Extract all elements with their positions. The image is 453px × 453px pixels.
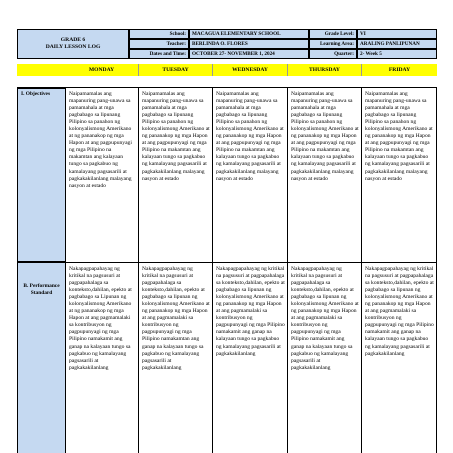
cell-performance-wednesday: Nakapagpapahayag ng kritikal na pagsusuri at pagpapahalaga sa konteksto,dahilan, epekto at pagbabago sa lipunan ng kolonyalismong Amerikano at ng pananakop ng mga Hapon at ang pagmamalaki sa kontribusyon ng pagpupunyagi ng mga Pilipino namakamit ang ganap na kalayaan tungo sa pagkabuo ng kamalayang pagsasarili at pagkakakilanlang	[213, 263, 288, 453]
row-performance-standard	[17, 263, 437, 453]
day-friday: FRIDAY	[388, 67, 411, 73]
cell-performance-monday: Nakapagpapahayag ng kritikal na pagsusuri at pagpapahalaga sa konteksto,dahilan, epekto at pagbabago sa Lipunan ng kolonyalismong Amerikano at ng pananakop ng mga Hapon at ang pagmamalaki sa kontribusyon ng pagpupunyagi ng mga Pilipino namakamit ang ganap na kalayaan tungo sa pagkabuo ng kamalayang pagsasarili at pagkakakilanlang	[65, 263, 139, 453]
cell-objectives-thursday: Naipamamalas ang mapanuring pang-unawa sa pamamahala at mga pagbabago sa lipunang Pilipino sa panahon ng kolonyalismong Amerikano at ng pananakop ng mga Hapon at ang pagpupunyagi ng mga Pilipino na makamtan ang kalayaan tungo sa pagkabuo ng kamalayang pagsasarili at pagkakakilanlang malayang nasyon at estado	[288, 88, 362, 262]
day-monday: MONDAY	[65, 64, 139, 76]
row-label-cell	[17, 263, 65, 453]
teacher-value: BERLINDA O. FLORES	[189, 39, 309, 49]
day-wednesday: WEDNESDAY	[213, 64, 288, 76]
day-tuesday: TUESDAY	[139, 64, 213, 76]
lesson-log-header	[17, 29, 437, 59]
cell-objectives-tuesday: Naipamamalas ang mapanuring pang-unawa sa pamamahala at mga pagbabago sa lipunang Pilipino sa panahon ng kolonyalismong Amerikano at ng pananakop ng mga Hapon at ang pagpupunyagi ng mga Pilipino na makamtan ang kalayaan tungo sa pagkabuo ng kamalayang pagsasarili at pagkakakilanlang malayang nasyon at estado	[139, 88, 213, 262]
day-thursday: THURSDAY	[288, 64, 362, 76]
row-label-cell	[17, 88, 65, 262]
dates-label: Dates and Time:	[129, 49, 189, 59]
info-row-dates	[129, 49, 437, 59]
cell-objectives-friday: Naipamamalas ang mapanuring pang-unawa sa pamamahala at mga pagbabago sa lipunang Pilipino sa panahon ng kolonyalismong Amerikano at ng pananakop ng mga Hapon at ang pagpupunyagi ng mga Pilipino na makamtan ang kalayaan tungo sa pagkabuo ng kamalayang pagsasarili at pagkakakilanlang malayang nasyon at estado	[362, 88, 437, 262]
info-row-teacher	[129, 39, 437, 49]
row-objectives	[17, 87, 437, 263]
log-title: DAILY LESSON LOG	[45, 44, 101, 50]
quarter-label: Quarter:	[309, 49, 357, 59]
cell-objectives-wednesday: Naipamamalas ang mapanuring pang-unawa sa pamamahala at mga pagbabago sa lipunang Pilipino sa panahon ng kolonyalismong Amerikano at ng pananakop ng mga Hapon at ang pagpupunyagi ng mga Pilipino na makamtan ang kalayaan tungo sa pagkabuo ng kamalayang pagsasarili at pagkakakilanlang malayang nasyon at estado	[213, 88, 288, 262]
grade-level-value: VI	[357, 29, 437, 39]
school-value: MACAGUA ELEMENTARY SCHOOL	[189, 29, 309, 39]
quarter-value: 2- Week 5	[357, 49, 437, 59]
learning-area-label: Learning Area:	[309, 39, 357, 49]
grade-level-label: Grade Level:	[309, 29, 357, 39]
cell-performance-friday: Nakapagpapahayag ng kritikal na pagsusuri at pagpapahalaga sa konteksto,dahilan, epekto at pagbabago sa lipunan ng kolonyalismong Amerikano at ng pananakop ng mga Hapon at ang pagmamalaki sa kontribusyon ng pagpupunyagi ng mga Pilipino namakamit ang ganap na kalayaan tungo sa pagkabuo ng kamalayang pagsasarili at pagkakakilanlang	[362, 263, 437, 453]
dates-value: OCTOBER 27- NOVEMBER 1, 2024	[189, 49, 309, 59]
teacher-label: Teacher:	[129, 39, 189, 49]
row-label-performance-standard: B. Performance Standard	[23, 283, 60, 296]
grade-title-box	[17, 29, 129, 59]
cell-objectives-monday: Naipamamalas ang mapanuring pang-unawa sa pamamahala at mga pagbabago sa lipunang Pilipino sa panahon ng kolonyalismong Amerikano at ng pananakop ng mga Hapon at ang pagpupunyagi ng mga Pilipino na makamtan ang kalayaan tungo sa pagkabuo ng kamalayang pagsasarili at pagkakakilanlang malayang nasyon at estado	[65, 88, 139, 262]
grade-title: GRADE 6	[60, 37, 86, 43]
lesson-grid	[17, 80, 437, 453]
row-label-objectives: I. Objectives	[21, 91, 51, 97]
info-row-school	[129, 29, 437, 39]
cell-performance-thursday: Nakapagpapahayag ng kritikal na pagsusuri at pagpapahalaga sa konteksto,dahilan, epekto at pagbabago sa lipunan ng kolonyalismong Amerikano at ng pananakop ng mga Hapon at ang pagmamalaki sa kontribusyon ng pagpupunyagi ng mga Pilipino namakamit ang ganap na kalayaan tungo sa pagkabuo ng kamalayang pagsasarili at pagkakakilanlang	[288, 263, 362, 453]
cell-performance-tuesday: Nakapagpapahayag ng kritikal na pagsusuri at pagpapahalaga sa konteksto,dahilan, epekto at pagbabago sa lipunan ng kolonyalismong Amerikano at ng pananakop ng mga Hapon at ang pagmamalaki sa kontribusyon ng pagpupunyagi ng mga Pilipino namakamtan ang ganap na kalayaan tungo sa pagkabuo ng kamalayang pagsasarili at pagkakakilanlang	[139, 263, 213, 453]
school-label: School:	[129, 29, 189, 39]
learning-area-value: ARALING PANLIPUNAN	[357, 39, 437, 49]
day-header-row	[17, 64, 437, 76]
header-info	[129, 29, 437, 59]
